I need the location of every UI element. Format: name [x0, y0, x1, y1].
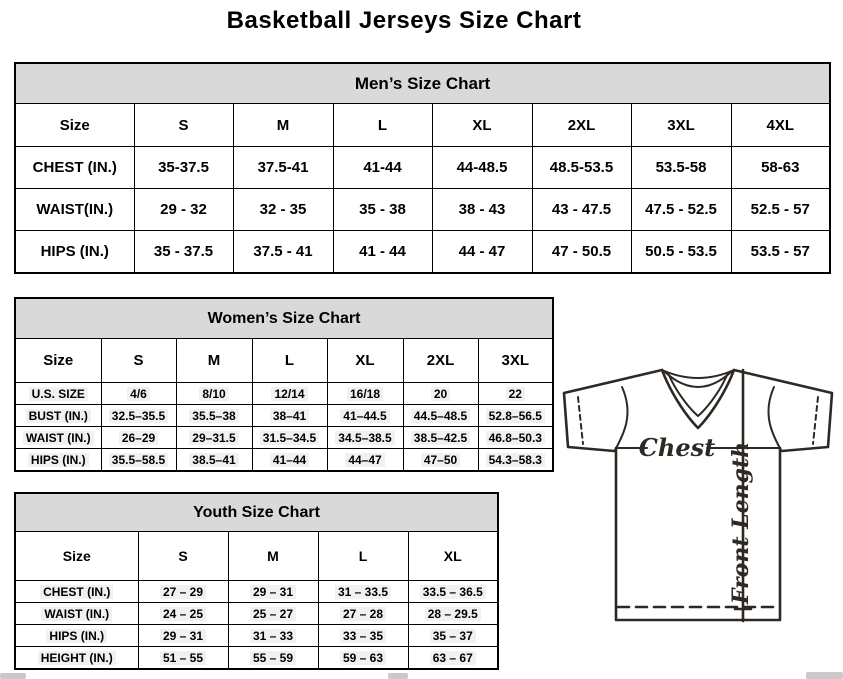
table-row	[15, 427, 553, 449]
size-value	[138, 581, 228, 603]
size-value: 58-63	[731, 147, 830, 189]
cell-text: 35.5–58.5	[109, 453, 168, 467]
table-row	[15, 581, 498, 603]
column-header: 2XL	[403, 339, 478, 383]
cell-text: U.S. SIZE	[29, 387, 88, 401]
size-value: 38 - 43	[432, 189, 532, 231]
column-header: XL	[432, 104, 532, 147]
row-label: CHEST (IN.)	[15, 147, 134, 189]
column-header: Size	[15, 104, 134, 147]
size-value	[101, 427, 176, 449]
size-value	[403, 427, 478, 449]
womens-size-chart-table	[14, 297, 554, 472]
table-header-row	[15, 532, 498, 581]
cell-text: 55 – 59	[250, 651, 296, 665]
size-value	[327, 427, 403, 449]
chest-label: Chest	[638, 433, 716, 462]
size-value	[176, 449, 252, 472]
size-value	[228, 581, 318, 603]
size-value: 35 - 38	[333, 189, 432, 231]
column-header: 2XL	[532, 104, 631, 147]
cell-text: HEIGHT (IN.)	[38, 651, 116, 665]
size-value: 47 - 50.5	[532, 231, 631, 274]
size-value	[403, 383, 478, 405]
cell-text: 59 – 63	[340, 651, 386, 665]
size-value	[408, 647, 498, 670]
cell-text: 33 – 35	[340, 629, 386, 643]
table-header-row	[15, 339, 553, 383]
size-value	[252, 427, 327, 449]
size-value	[101, 449, 176, 472]
cell-text: 31 – 33	[250, 629, 296, 643]
cell-text: 8/10	[199, 387, 228, 401]
size-value: 41-44	[333, 147, 432, 189]
size-value	[138, 625, 228, 647]
cell-text: 38–41	[270, 409, 309, 423]
size-value	[252, 405, 327, 427]
row-label	[15, 647, 138, 670]
size-value	[176, 427, 252, 449]
size-value	[176, 405, 252, 427]
mens-table-title: Men’s Size Chart	[15, 63, 830, 104]
cell-text: BUST (IN.)	[26, 409, 91, 423]
size-value: 50.5 - 53.5	[631, 231, 731, 274]
cell-text: 46.8–50.3	[486, 431, 545, 445]
size-value	[408, 625, 498, 647]
size-value	[318, 581, 408, 603]
cell-text: 38.5–41	[189, 453, 238, 467]
size-value: 43 - 47.5	[532, 189, 631, 231]
cell-text: 35 – 37	[430, 629, 476, 643]
column-header: Size	[15, 532, 138, 581]
size-value	[403, 449, 478, 472]
size-value	[138, 603, 228, 625]
size-value	[228, 647, 318, 670]
cell-text: 35.5–38	[189, 409, 238, 423]
cell-text: 44.5–48.5	[411, 409, 470, 423]
size-value: 47.5 - 52.5	[631, 189, 731, 231]
table-row	[15, 189, 830, 231]
size-value	[478, 449, 553, 472]
cell-text: HIPS (IN.)	[46, 629, 107, 643]
row-label	[15, 383, 101, 405]
size-value: 53.5 - 57	[731, 231, 830, 274]
size-value	[327, 383, 403, 405]
cell-text: 38.5–42.5	[411, 431, 470, 445]
column-header: 4XL	[731, 104, 830, 147]
youth-size-chart-table	[14, 492, 499, 670]
cell-text: 12/14	[271, 387, 307, 401]
row-label	[15, 449, 101, 472]
row-label: HIPS (IN.)	[15, 231, 134, 274]
cell-text: 51 – 55	[160, 651, 206, 665]
cell-text: CHEST (IN.)	[40, 585, 113, 599]
jersey-left-armhole	[615, 387, 628, 450]
size-value	[228, 625, 318, 647]
table-row	[15, 231, 830, 274]
cell-text: 63 – 67	[430, 651, 476, 665]
column-header: 3XL	[478, 339, 553, 383]
size-value: 35 - 37.5	[134, 231, 233, 274]
size-value	[478, 405, 553, 427]
size-value	[403, 405, 478, 427]
column-header: XL	[327, 339, 403, 383]
cell-text: 20	[431, 387, 450, 401]
column-header: M	[228, 532, 318, 581]
column-header: S	[138, 532, 228, 581]
cell-text: 52.8–56.5	[486, 409, 545, 423]
table-row	[15, 625, 498, 647]
cell-text: HIPS (IN.)	[28, 453, 89, 467]
table-row	[15, 647, 498, 670]
size-value	[318, 647, 408, 670]
size-value	[138, 647, 228, 670]
selection-handle-middle[interactable]	[388, 673, 408, 679]
mens-size-chart-table	[14, 62, 831, 274]
jersey-measurement-diagram	[556, 360, 840, 628]
column-header: S	[101, 339, 176, 383]
size-value: 29 - 32	[134, 189, 233, 231]
table-title-row	[15, 493, 498, 532]
column-header: L	[333, 104, 432, 147]
table-row	[15, 603, 498, 625]
column-header: S	[134, 104, 233, 147]
page-title: Basketball Jerseys Size Chart	[226, 7, 582, 34]
cell-text: 41–44	[270, 453, 309, 467]
cell-text: 32.5–35.5	[109, 409, 168, 423]
size-value: 37.5 - 41	[233, 231, 333, 274]
womens-table-title: Women’s Size Chart	[15, 298, 553, 339]
size-value	[228, 603, 318, 625]
size-value	[252, 449, 327, 472]
row-label	[15, 427, 101, 449]
table-row	[15, 405, 553, 427]
size-value	[101, 405, 176, 427]
table-header-row	[15, 104, 830, 147]
size-value	[327, 405, 403, 427]
size-value: 44-48.5	[432, 147, 532, 189]
size-value: 48.5-53.5	[532, 147, 631, 189]
size-value: 35-37.5	[134, 147, 233, 189]
right-cuff-dashed-line	[813, 397, 818, 444]
cell-text: WAIST (IN.)	[41, 607, 112, 621]
front-length-label: Front Length	[728, 441, 754, 605]
youth-table-title: Youth Size Chart	[15, 493, 498, 532]
size-value	[318, 603, 408, 625]
row-label	[15, 625, 138, 647]
cell-text: 31.5–34.5	[260, 431, 319, 445]
cell-text: 27 – 29	[160, 585, 206, 599]
cell-text: 26–29	[119, 431, 158, 445]
column-header: M	[233, 104, 333, 147]
table-row	[15, 449, 553, 472]
cell-text: 29 – 31	[160, 629, 206, 643]
row-label	[15, 603, 138, 625]
table-row	[15, 383, 553, 405]
jersey-right-armhole	[768, 387, 781, 450]
column-header: M	[176, 339, 252, 383]
row-label	[15, 581, 138, 603]
size-value	[478, 427, 553, 449]
left-cuff-dashed-line	[578, 397, 583, 444]
column-header: XL	[408, 532, 498, 581]
cell-text: 24 – 25	[160, 607, 206, 621]
cell-text: 29–31.5	[189, 431, 238, 445]
row-label	[15, 405, 101, 427]
jersey-vneck-inner	[668, 373, 728, 416]
size-value: 32 - 35	[233, 189, 333, 231]
cell-text: 44–47	[345, 453, 384, 467]
table-row	[15, 147, 830, 189]
size-value: 44 - 47	[432, 231, 532, 274]
size-value	[478, 383, 553, 405]
size-value: 53.5-58	[631, 147, 731, 189]
cell-text: 4/6	[127, 387, 150, 401]
cell-text: 16/18	[347, 387, 383, 401]
cell-text: 54.3–58.3	[486, 453, 545, 467]
selection-handle-right[interactable]	[806, 672, 843, 679]
cell-text: 33.5 – 36.5	[420, 585, 486, 599]
size-value	[327, 449, 403, 472]
column-header: 3XL	[631, 104, 731, 147]
table-title-row	[15, 298, 553, 339]
size-value: 41 - 44	[333, 231, 432, 274]
selection-handle-left[interactable]	[0, 673, 26, 679]
size-value	[176, 383, 252, 405]
jersey-back-collar	[662, 370, 734, 378]
size-value	[252, 383, 327, 405]
jersey-body-outline	[616, 448, 780, 620]
cell-text: 25 – 27	[250, 607, 296, 621]
size-value: 52.5 - 57	[731, 189, 830, 231]
column-header: Size	[15, 339, 101, 383]
cell-text: 29 – 31	[250, 585, 296, 599]
cell-text: 47–50	[421, 453, 460, 467]
table-title-row	[15, 63, 830, 104]
cell-text: 28 – 29.5	[425, 607, 481, 621]
column-header: L	[252, 339, 327, 383]
size-value: 37.5-41	[233, 147, 333, 189]
size-value	[318, 625, 408, 647]
cell-text: 22	[506, 387, 525, 401]
size-value	[408, 603, 498, 625]
cell-text: WAIST (IN.)	[23, 431, 94, 445]
cell-text: 31 – 33.5	[335, 585, 391, 599]
size-value	[408, 581, 498, 603]
column-header: L	[318, 532, 408, 581]
cell-text: 27 – 28	[340, 607, 386, 621]
size-value	[101, 383, 176, 405]
cell-text: 34.5–38.5	[335, 431, 394, 445]
row-label: WAIST(IN.)	[15, 189, 134, 231]
cell-text: 41–44.5	[340, 409, 389, 423]
